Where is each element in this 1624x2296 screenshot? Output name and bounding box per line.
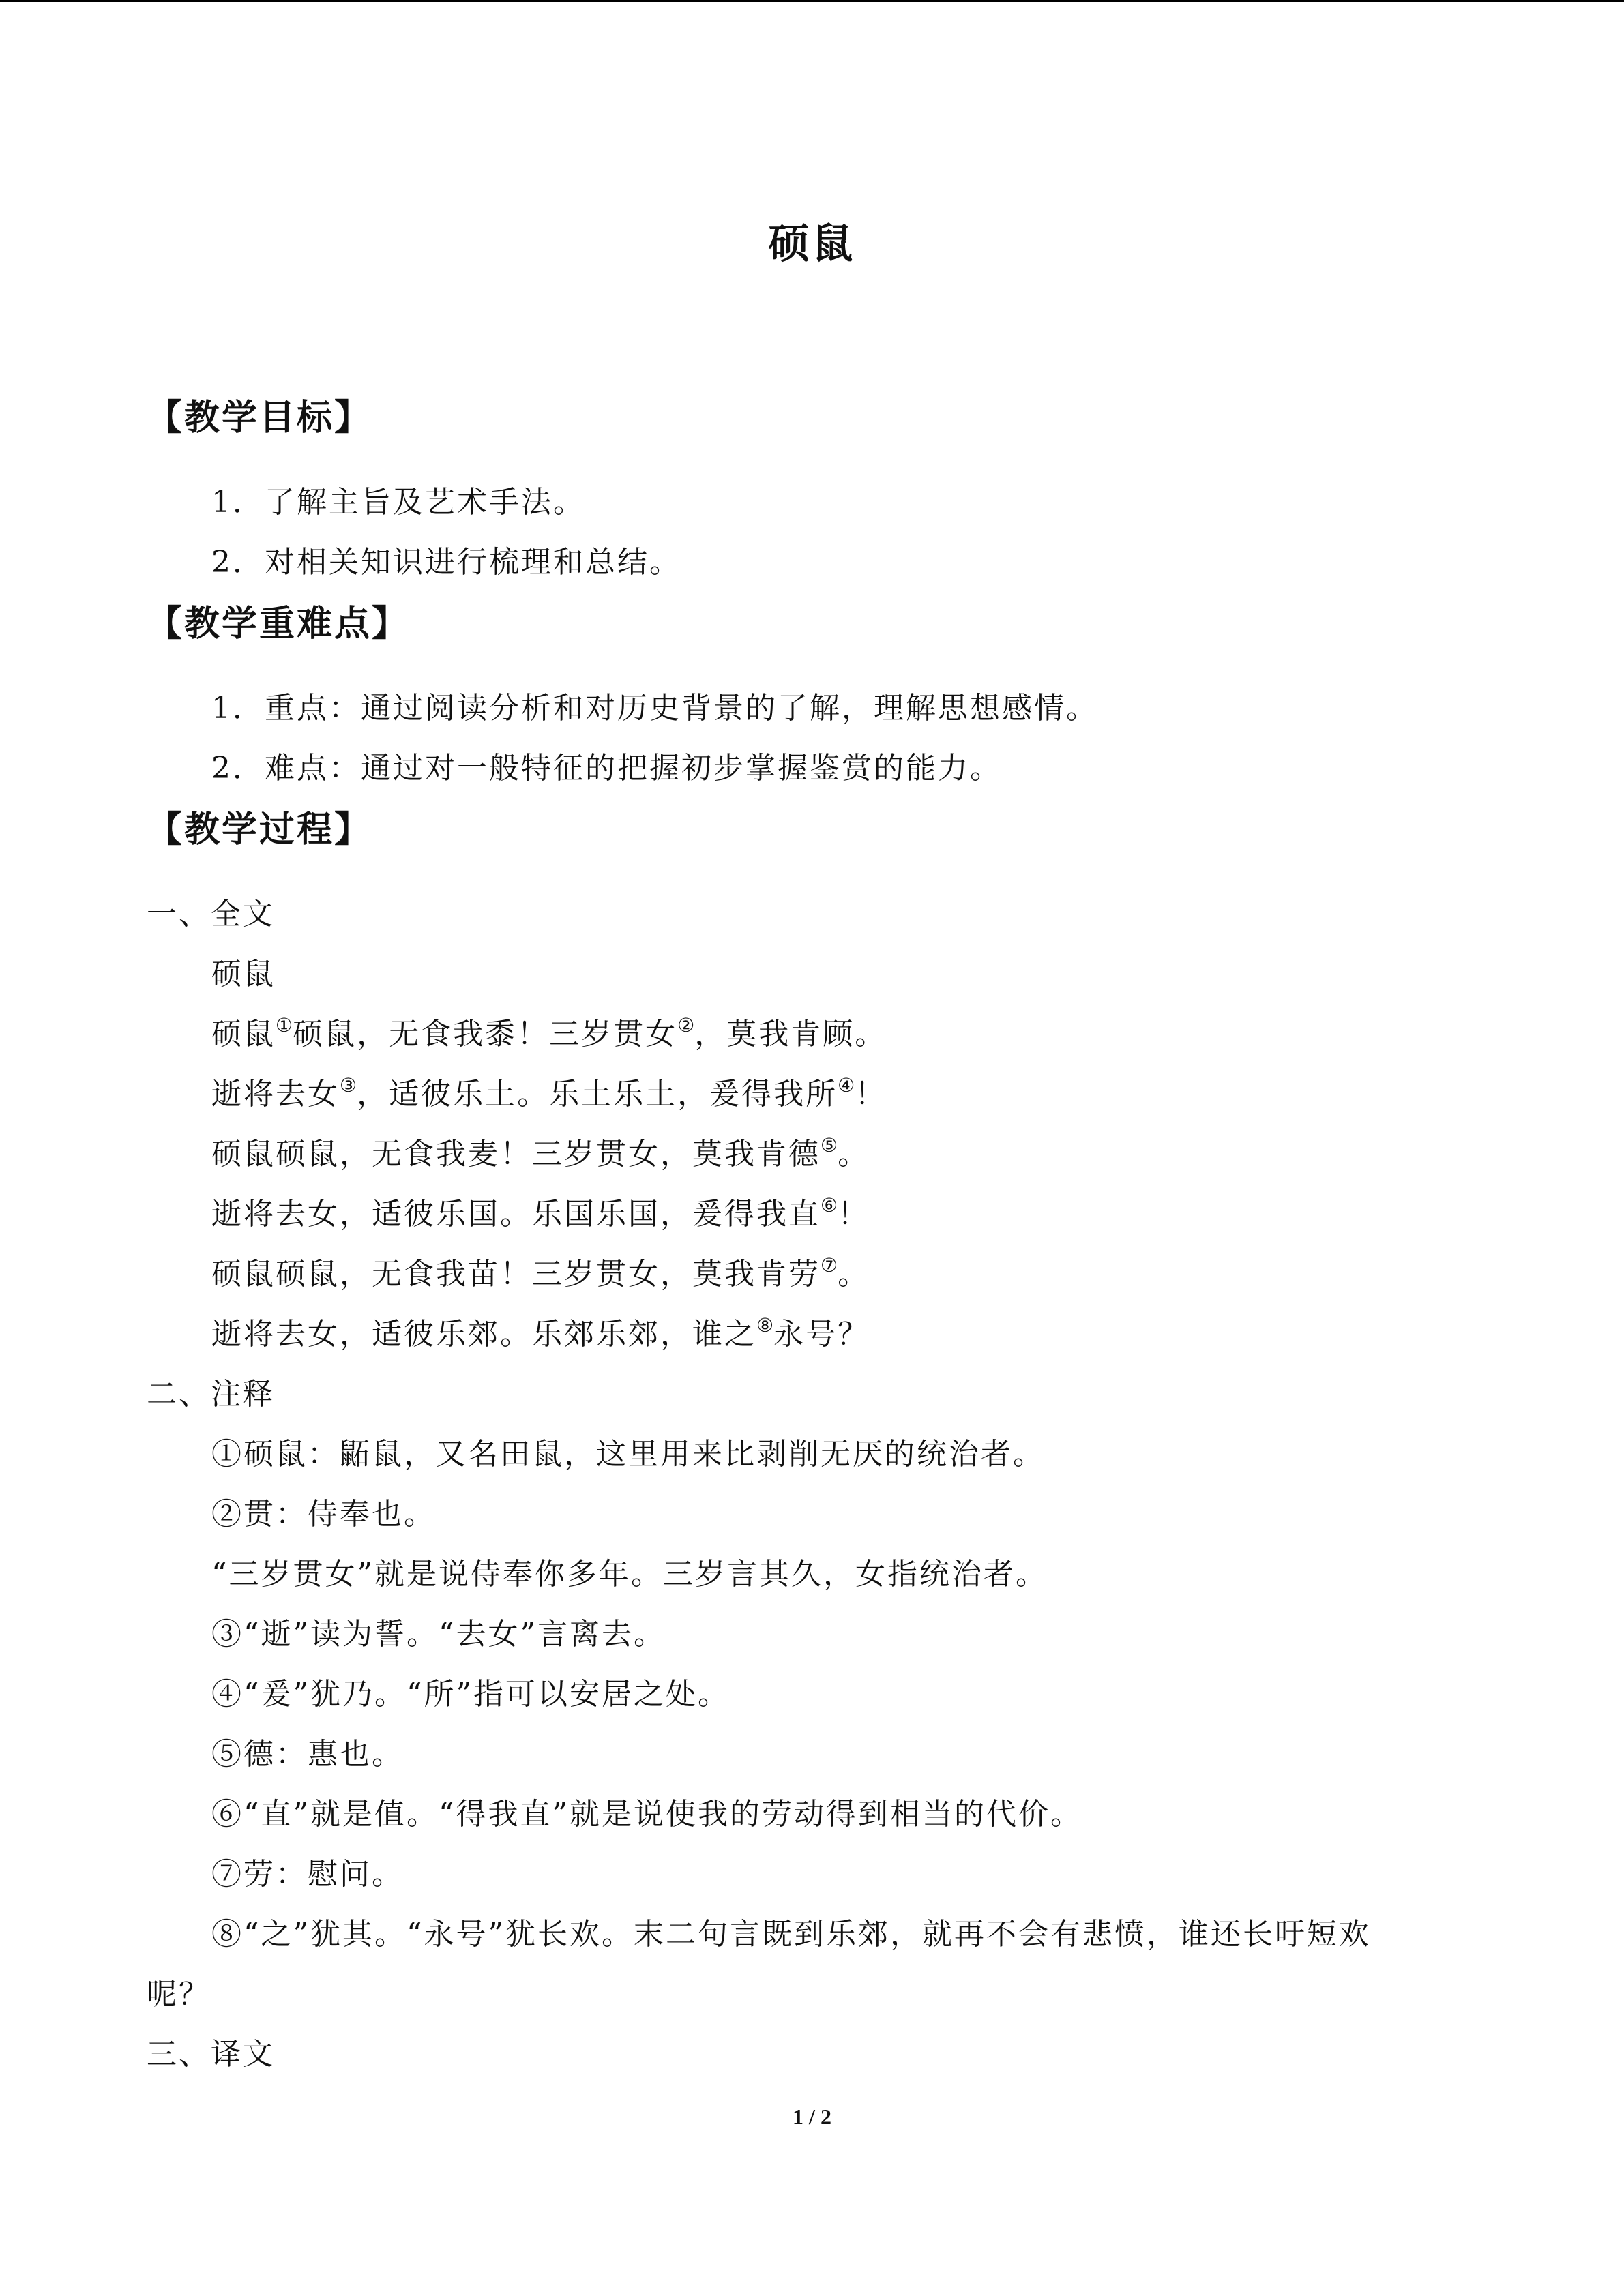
annotation-item: ③“逝”读为誓。“去女”言离去。 <box>211 1617 666 1652</box>
footnote-marker: ③ <box>340 1074 357 1097</box>
page-number: 1 / 2 <box>793 2104 831 2129</box>
footnote-marker: ⑥ <box>821 1194 838 1217</box>
annotation-item: ②贯：侍奉也。 <box>211 1497 436 1532</box>
poem-line: 硕鼠①硕鼠，无食我黍！三岁贯女②，莫我肯顾。 <box>211 1014 887 1052</box>
section-heading-process: 【教学过程】 <box>147 809 372 850</box>
annotation-item: ④“爰”犹乃。“所”指可以安居之处。 <box>211 1677 730 1712</box>
footnote-marker: ⑤ <box>821 1134 838 1157</box>
annotation-item: ⑤德：惠也。 <box>211 1737 404 1772</box>
poem-line: 硕鼠硕鼠，无食我苗！三岁贯女，莫我肯劳⑦。 <box>211 1254 870 1292</box>
part-heading-notes: 二、注释 <box>147 1377 275 1412</box>
footnote-marker: ⑧ <box>756 1314 774 1337</box>
poem-line: 逝将去女，适彼乐郊。乐郊乐郊，谁之⑧永号？ <box>211 1314 870 1352</box>
goal-item: 2．对相关知识进行梳理和总结。 <box>211 545 681 580</box>
footnote-marker: ① <box>276 1014 293 1037</box>
poem-line: 逝将去女，适彼乐国。乐国乐国，爰得我直⑥！ <box>211 1194 870 1232</box>
footnote-marker: ⑦ <box>821 1254 838 1277</box>
part-heading-full-text: 一、全文 <box>147 897 275 931</box>
annotation-wrap: 呢？ <box>147 1977 211 2012</box>
footnote-marker: ② <box>677 1014 695 1037</box>
key-point-item: 2．难点：通过对一般特征的把握初步掌握鉴赏的能力。 <box>211 751 1002 786</box>
annotation-item: “三岁贯女”就是说侍奉你多年。三岁言其久，女指统治者。 <box>211 1557 1048 1592</box>
document-title: 硕鼠 <box>768 220 856 268</box>
section-heading-key-points: 【教学重难点】 <box>147 603 410 644</box>
poem-line: 逝将去女③，适彼乐土。乐土乐土，爰得我所④！ <box>211 1074 887 1112</box>
annotation-item: ⑦劳：慰问。 <box>211 1857 404 1892</box>
poem-line: 硕鼠硕鼠，无食我麦！三岁贯女，莫我肯德⑤。 <box>211 1134 870 1172</box>
poem-title: 硕鼠 <box>211 957 276 992</box>
goal-item: 1．了解主旨及艺术手法。 <box>211 485 585 520</box>
annotation-item: ⑥“直”就是值。“得我直”就是说使我的劳动得到相当的代价。 <box>211 1797 1082 1832</box>
section-heading-goals: 【教学目标】 <box>147 398 372 438</box>
key-point-item: 1．重点：通过阅读分析和对历史背景的了解，理解思想感情。 <box>211 691 1098 726</box>
top-border <box>0 0 1624 2</box>
annotation-item: ①硕鼠：鼫鼠，又名田鼠，这里用来比剥削无厌的统治者。 <box>211 1437 1045 1472</box>
footnote-marker: ④ <box>838 1074 855 1097</box>
part-heading-translation: 三、译文 <box>147 2037 275 2072</box>
annotation-item: ⑧“之”犹其。“永号”犹长欢。末二句言既到乐郊，就再不会有悲愤，谁还长吁短欢 <box>211 1917 1371 1952</box>
